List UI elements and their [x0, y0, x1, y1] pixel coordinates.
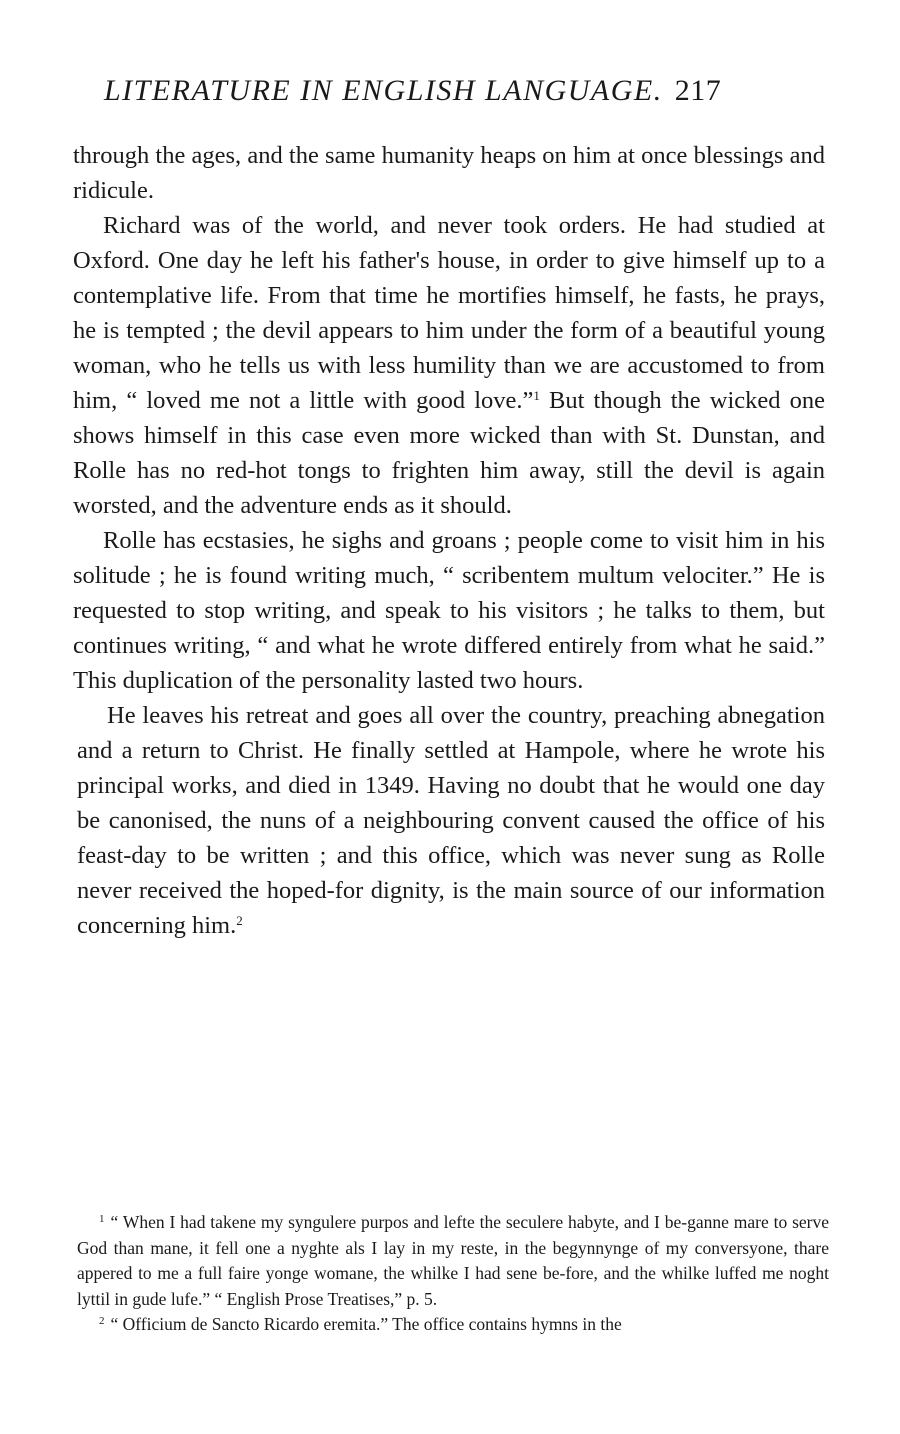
paragraph-text: Rolle has ecstasies, he sighs and groans ; people come to visit him in his solitude ; he is found writing much, “ scribentem multum velociter.” He is requested to stop writing, and speak to his visitors ; he talks to them, but continues writing, “ and what he wrote differed entirely from what he said.” This duplication of the personality lasted two hours.	[73, 527, 825, 694]
footnote-text: “ Officium de Sancto Ricardo eremita.” The office contains hymns in the	[110, 1314, 622, 1334]
paragraph-continuation	[73, 138, 825, 208]
footnote-2	[77, 1312, 829, 1338]
footnotes	[77, 1210, 829, 1338]
paragraph-text: Richard was of the world, and never took orders. He had studied at Oxford. One day he left his father's house, in order to give himself up to a contemplative life. From that time he mortifies himself, he fasts, he prays, he is tempted ; the devil appears to him under the form of a beautiful young woman, who he tells us with less humility than we are accustomed to from him, “ loved me not a little with good love.”	[73, 212, 825, 414]
footnote-mark: 2	[99, 1315, 105, 1327]
footnote-reference-2[interactable]: 2	[236, 913, 243, 928]
paragraph-text-continuation: But though the wicked one shows himself in this case even more wicked than with St. Dunstan, and Rolle has no red-hot tongs to frighten him away, still the devil is again worsted, and the adventure ends as it should.	[73, 387, 825, 519]
paragraph-text: through the ages, and the same humanity heaps on him at once blessings and ridicule.	[73, 142, 825, 204]
footnote-text: “ When I had takene my syngulere purpos and lefte the seculere habyte, and I be-ganne mare to serve God than mane, it fell one a nyghte als I lay in my reste, in the begynnynge of my conversyone, thare appered to me a full faire yonge womane, the whilke I had sene be-fore, and the whilke luffed me noght lyttil in gude lufe.” “ English Prose Treatises,” p. 5.	[77, 1212, 829, 1309]
running-head	[104, 74, 834, 118]
footnote-reference-1[interactable]: 1	[533, 388, 540, 403]
page-number: 217	[674, 74, 722, 107]
paragraph-ecstasies	[73, 523, 825, 698]
footnote-mark: 1	[99, 1213, 105, 1225]
running-head-title: LITERATURE IN ENGLISH LANGUAGE.	[104, 74, 663, 107]
paragraph-text: He leaves his retreat and goes all over the country, preaching abnegation and a return to Christ. He finally settled at Hampole, where he wrote his principal works, and died in 1349. Having no doubt that he would one day be canonised, the nuns of a neighbouring convent caused the office of his feast-day to be written ; and this office, which was never sung as Rolle never received the hoped-for dignity, is the main source of our information concerning him.	[77, 702, 825, 939]
paragraph-richard	[73, 208, 825, 523]
footnote-1	[77, 1210, 829, 1312]
body-text	[73, 138, 825, 943]
paragraph-retreat	[73, 698, 825, 943]
